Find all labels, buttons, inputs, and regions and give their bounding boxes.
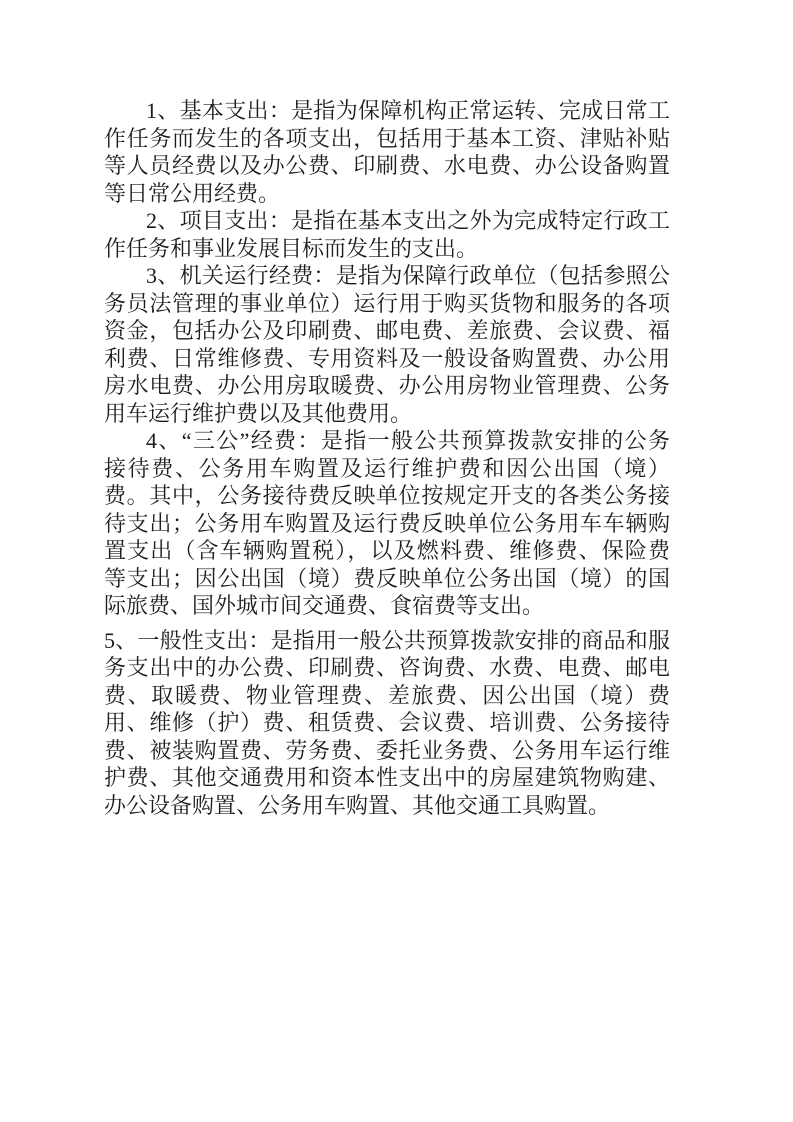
text-line: 2、项目支出：是指在基本支出之外为完成特定行政工 <box>146 208 670 233</box>
text-line: 办公设备购置、公务用车购置、其他交通工具购置。 <box>104 792 611 818</box>
text-line: 费、取暖费、物业管理费、差旅费、因公出国（境）费 <box>104 682 670 708</box>
text-line: 作任务和事业发展目标而发生的支出。 <box>104 235 479 261</box>
document-body <box>104 97 670 819</box>
text-line: 4、“三公”经费：是指一般公共预算拨款安排的公务 <box>146 428 670 453</box>
text-line: 等日常公用经费。 <box>104 180 281 206</box>
paragraph-1 <box>104 97 670 207</box>
text-line: 务支出中的办公费、印刷费、咨询费、水费、电费、邮电 <box>104 655 670 680</box>
text-line: 3、机关运行经费：是指为保障行政单位（包括参照公 <box>146 263 670 288</box>
paragraph-3 <box>104 262 670 427</box>
text-line: 用、维修（护）费、租赁费、会议费、培训费、公务接待 <box>104 710 670 735</box>
text-line: 资金，包括办公及印刷费、邮电费、差旅费、会议费、福 <box>104 318 670 343</box>
text-line: 等支出；因公出国（境）费反映单位公务出国（境）的国 <box>104 565 670 591</box>
text-line: 等人员经费以及办公费、印刷费、水电费、办公设备购置 <box>104 153 670 178</box>
text-line: 1、基本支出：是指为保障机构正常运转、完成日常工 <box>146 98 670 123</box>
text-line: 际旅费、国外城市间交通费、食宿费等支出。 <box>104 593 545 618</box>
text-line: 接待费、公务用车购置及运行维护费和因公出国（境） <box>104 455 670 481</box>
text-line: 房水电费、办公用房取暖费、办公用房物业管理费、公务 <box>104 373 670 398</box>
text-line: 费。其中，公务接待费反映单位按规定开支的各类公务接 <box>104 483 670 508</box>
paragraph-5 <box>104 627 670 820</box>
text-line: 护费、其他交通费用和资本性支出中的房屋建筑物购建、 <box>104 765 670 790</box>
text-line: 用车运行维护费以及其他费用。 <box>104 400 413 426</box>
text-line: 待支出；公务用车购置及运行费反映单位公务用车车辆购 <box>104 510 670 536</box>
text-line: 务员法管理的事业单位）运行用于购买货物和服务的各项 <box>104 290 670 316</box>
text-line: 5、一般性支出：是指用一般公共预算拨款安排的商品和服 <box>104 627 670 653</box>
text-line: 作任务而发生的各项支出，包括用于基本工资、津贴补贴 <box>104 125 670 151</box>
text-line: 费、被装购置费、劳务费、委托业务费、公务用车运行维 <box>104 737 670 763</box>
text-line: 利费、日常维修费、专用资料及一般设备购置费、办公用 <box>104 345 670 371</box>
paragraph-4 <box>104 427 670 620</box>
text-line: 置支出（含车辆购置税），以及燃料费、维修费、保险费 <box>104 538 670 563</box>
paragraph-2 <box>104 207 670 262</box>
